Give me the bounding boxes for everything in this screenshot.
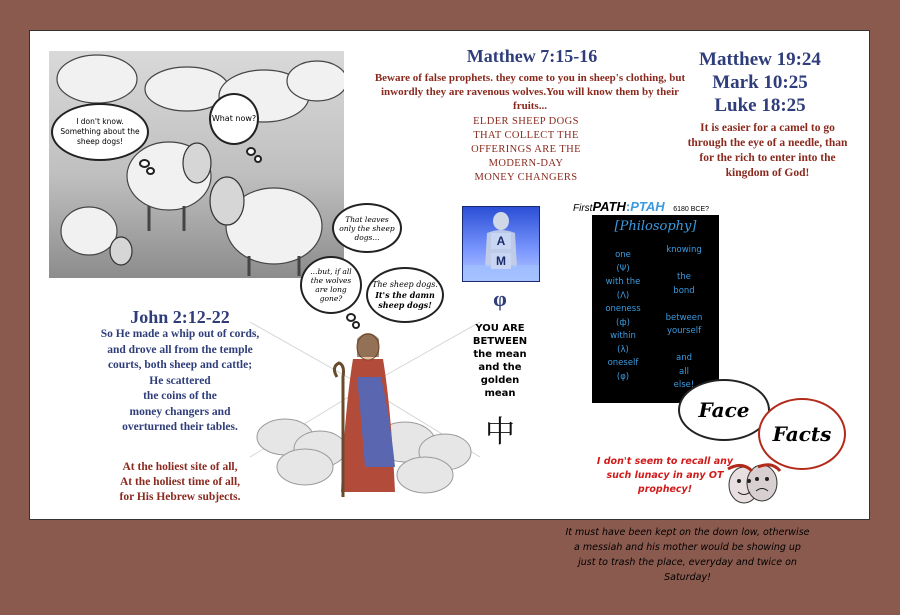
philosophy-line: oneself [607,358,639,368]
philosophy-line: between [665,312,703,323]
first-path-ptah-heading [573,199,723,214]
philosophy-line: within [610,331,636,341]
shepherd-bubble-right-line2: It's the damn sheep dogs! [375,290,435,310]
matthew-7-body: Beware of false prophets. they come to you in sheep's clothing, but inwordly they are ravenous wolves.You will know them by their fruits... [374,72,686,112]
bubble-tail-dot [146,167,155,175]
face-text: Face [698,398,750,422]
bottom-caption: It must have been kept on the down low, otherwise a messiah and his mother would be showing up just to trash the place, everyday and twice on Saturday! [565,527,810,583]
sheep-speech-bubble-left [51,103,149,161]
facts-text: Facts [772,422,832,446]
philosophy-spacer [650,298,718,312]
john-line: the coins of the [143,390,217,402]
holiest-line: At the holiest site of all, [122,461,238,473]
matthew-19-title [675,48,845,117]
holiest-text [70,460,290,505]
bubble-tail-dot [254,155,262,163]
golden-mean-text [462,322,538,400]
philosophy-spacer [650,258,718,272]
elder-sheep-dogs-text [400,115,652,185]
shepherd-bubble-right-line1: The sheep dogs. [372,280,438,289]
philosophy-right-column [650,244,718,393]
john-2-body [70,327,290,436]
elder-line: MONEY CHANGERS [474,172,578,183]
elder-line: THAT COLLECT THE [473,130,579,141]
philosophy-left-column [594,249,652,384]
john-line: and drove all from the temple [107,343,253,356]
title-line: Luke 18:25 [714,95,806,116]
bubble-tail-dot [246,147,256,156]
elder-line: OFFERINGS ARE THE [471,144,581,155]
john-line: courts, both sheep and cattle; [107,359,253,371]
philosophy-line: all [679,366,689,377]
john-line: money changers and [129,405,231,418]
shepherd-bubble-top [332,203,402,253]
philosophy-line: (φ) [616,371,630,382]
john-line: overturned their tables. [122,421,238,433]
philosophy-line: knowing [666,245,702,255]
john-2-title: John 2:12-22 [130,307,230,327]
john-line: He scattered [149,374,211,387]
holiest-line: for His Hebrew subjects. [119,491,241,503]
ot-prophecy-note: I don't seem to recall any such lunacy in any OT prophecy! [596,456,734,495]
shepherd-bubble-right [366,267,444,323]
philosophy-line: else! [673,380,695,390]
philosophy-line: (λ) [617,344,629,355]
am-figure-image [462,206,540,282]
poster-panel [29,30,870,520]
john-line: So He made a whip out of cords, [100,328,260,340]
between-line: BETWEEN [472,336,528,347]
elder-line: MODERN-DAY [488,158,564,169]
zhong-character: 中 [485,416,515,449]
shepherd-bubble-mid-text: ...but, if all the wolves are long gone? [310,267,352,303]
shepherd-bubble-mid [300,256,362,314]
philosophy-line: (ф) [616,317,630,328]
philosophy-line: (Λ) [616,290,630,301]
path-year: 6180 BCE? [673,206,710,213]
sheep-illustration [49,51,344,278]
path-ptah: PTAH [630,199,665,214]
title-line: Mark 10:25 [712,72,808,93]
philosophy-line: the [677,272,691,282]
face-bubble [678,379,770,441]
path-first: First [573,203,593,214]
philosophy-line: oneness [605,304,641,314]
sheep-speech-bubble-right [209,93,259,145]
philosophy-spacer [650,339,718,353]
between-line: and the [478,362,522,373]
holiest-line: At the holiest time of all, [119,476,241,488]
matthew-19-body: It is easier for a camel to go through the eye of a needle, than for the rich to enter into the kingdom of God! [687,122,848,179]
between-line: the mean [473,349,527,360]
between-line: YOU ARE [475,323,525,334]
sheep-drawing [49,51,344,278]
philosophy-line: bond [673,285,695,296]
am-letter-m: M [491,253,511,269]
philosophy-line: yourself [666,326,702,336]
path-colon: : [625,199,631,214]
between-line: golden [480,375,520,386]
matthew-7-title: Matthew 7:15-16 [466,46,598,66]
philosophy-line: (Ψ) [616,263,630,274]
between-line: mean [484,388,516,399]
title-line: Matthew 19:24 [699,49,821,70]
am-letter-a: A [491,233,511,249]
sheep-bubble-left-text: I don't know. Something about the sheep dogs! [60,117,140,146]
philosophy-heading: [Philosophy] [614,219,697,234]
phi-symbol: φ [493,286,507,311]
philosophy-line: and [676,353,692,363]
path-path: PATH [592,199,626,214]
sheep-bubble-right-text: What now? [211,114,257,123]
philosophy-line: with the [605,277,641,287]
philosophy-line: one [615,250,631,260]
shepherd-bubble-top-text: That leaves only the sheep dogs... [339,214,395,242]
elder-line: ELDER SHEEP DOGS [473,116,579,127]
